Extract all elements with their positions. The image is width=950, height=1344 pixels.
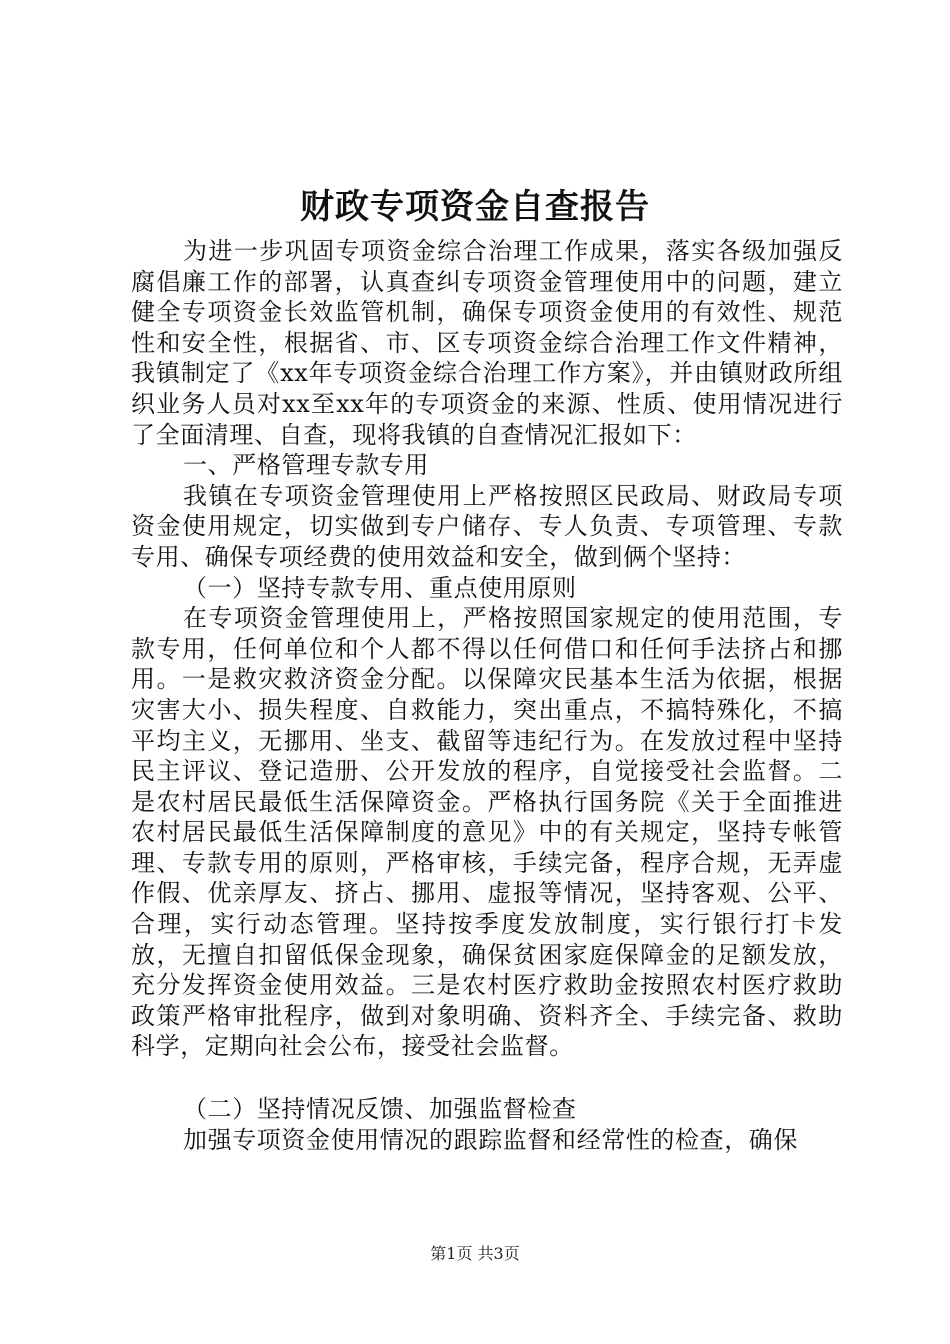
- section-heading-1: 一、严格管理专款专用: [183, 451, 429, 480]
- intro-paragraph: 为进一步巩固专项资金综合治理工作成果，落实各级加强反腐倡廉工作的部署，认真查纠专项资金管理使用中的问题，建立健全专项资金长效监管机制，确保专项资金使用的有效性、规范性和安全性，根据省、市、区专项资金综合治理工作文件精神，我镇制定了《xx年专项资金综合治理工作方案》，并由镇财政所组织业务人员对xx至xx年的专项资金的来源、性质、使用情况进行了全面清理、自查，现将我镇的自查情况汇报如下：: [131, 237, 843, 449]
- subsection-1-paragraph: 在专项资金管理使用上，严格按照国家规定的使用范围，专款专用，任何单位和个人都不得以任何借口和任何手法挤占和挪用。一是救灾救济资金分配。以保障灾民基本生活为依据，根据灾害大小、损失程度、自救能力，突出重点，不搞特殊化，不搞平均主义，无挪用、坐支、截留等违纪行为。在发放过程中坚持民主评议、登记造册、公开发放的程序，自觉接受社会监督。二是农村居民最低生活保障资金。严格执行国务院《关于全面推进农村居民最低生活保障制度的意见》中的有关规定，坚持专帐管理、专款专用的原则，严格审核，手续完备，程序合规，无弄虚作假、优亲厚友、挤占、挪用、虚报等情况，坚持客观、公平、合理，实行动态管理。坚持按季度发放制度，实行银行打卡发放，无擅自扣留低保金现象，确保贫困家庭保障金的足额发放，充分发挥资金使用效益。三是农村医疗救助金按照农村医疗救助政策严格审批程序，做到对象明确、资料齐全、手续完备、救助科学，定期向社会公布，接受社会监督。: [131, 604, 843, 1061]
- subsection-heading-1: （一）坚持专款专用、重点使用原则: [183, 573, 577, 602]
- page-footer: 第1页 共3页: [430, 1244, 520, 1263]
- document-title: 财政专项资金自查报告: [300, 187, 650, 227]
- subsection-2-paragraph: 加强专项资金使用情况的跟踪监督和经常性的检查，确保: [183, 1125, 798, 1154]
- document-body: [131, 236, 843, 1155]
- section-1-paragraph: 我镇在专项资金管理使用上严格按照区民政局、财政局专项资金使用规定，切实做到专户储存、专人负责、专项管理、专款专用、确保专项经费的使用效益和安全，做到俩个坚持：: [131, 481, 843, 571]
- subsection-heading-2: （二）坚持情况反馈、加强监督检查: [183, 1095, 577, 1124]
